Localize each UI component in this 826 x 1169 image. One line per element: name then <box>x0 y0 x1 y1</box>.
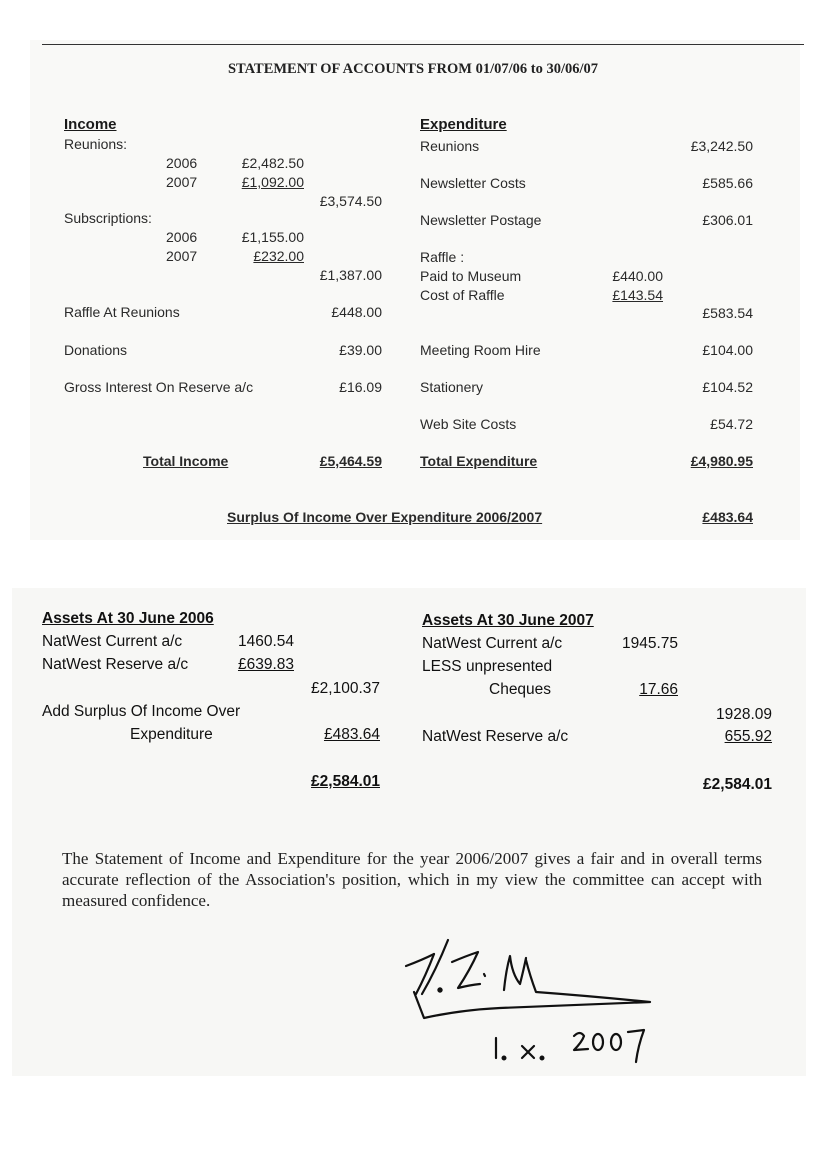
assets-2006-subtotal: £2,100.37 <box>311 680 380 697</box>
exp-room-hire-label: Meeting Room Hire <box>420 342 541 358</box>
income-donations-label: Donations <box>64 342 128 358</box>
income-donations-amount: £39.00 <box>339 342 382 358</box>
income-reunions-year: 2006 <box>166 155 198 171</box>
exp-newsletter-postage-amount: £306.01 <box>702 212 753 228</box>
exp-reunions-label: Reunions <box>420 138 480 154</box>
exp-raffle-label: Raffle : <box>420 249 465 265</box>
income-reunions-year: 2007 <box>166 174 198 190</box>
income-subs-amount: £232.00 <box>253 248 304 264</box>
assets-2007-less-amount: 17.66 <box>639 681 678 698</box>
income-interest-label: Gross Interest On Reserve a/c <box>64 379 254 395</box>
exp-raffle-total: £583.54 <box>702 305 753 321</box>
assets-2007-heading: Assets At 30 June 2007 <box>422 612 594 629</box>
income-reunions-total: £3,574.50 <box>319 193 382 209</box>
assets-2007-less-label: LESS unpresented <box>422 658 553 675</box>
exp-web-amount: £54.72 <box>710 416 753 432</box>
income-raffle-amount: £448.00 <box>331 304 382 320</box>
income-reunions-label: Reunions: <box>64 136 128 152</box>
income-interest-amount: £16.09 <box>339 379 382 395</box>
assets-2007-current-amount: 1945.75 <box>621 635 678 652</box>
total-expenditure-label: Total Expenditure <box>420 453 538 469</box>
statement-title: STATEMENT OF ACCOUNTS FROM 01/07/06 to 30/06/07 <box>227 61 599 77</box>
exp-stationery-label: Stationery <box>420 379 484 395</box>
exp-museum-amount: £440.00 <box>612 268 663 284</box>
top-rule <box>42 44 804 45</box>
assets-2006-add-label: Add Surplus Of Income Over <box>42 703 241 720</box>
total-income-amount: £5,464.59 <box>319 453 382 469</box>
total-expenditure-amount: £4,980.95 <box>690 453 753 469</box>
assets-2006-current-amount: 1460.54 <box>237 633 294 650</box>
income-subs-year: 2006 <box>166 229 198 245</box>
surplus-label: Surplus Of Income Over Expenditure 2006/2007 <box>227 509 543 525</box>
income-raffle-label: Raffle At Reunions <box>64 304 180 320</box>
assets-2006-add-amount: £483.64 <box>323 726 380 743</box>
assets-2006-total: £2,584.01 <box>311 773 380 790</box>
income-reunions-amount: £2,482.50 <box>241 155 304 171</box>
signature-drawing <box>400 930 660 1070</box>
assets-2006-heading: Assets At 30 June 2006 <box>42 610 214 627</box>
income-subs-year: 2007 <box>166 248 198 264</box>
assets-2006-add-label-2: Expenditure <box>130 726 213 743</box>
statement-paragraph: The Statement of Income and Expenditure for the year 2006/2007 gives a fair and in overall terms accurate reflection of the Association's position, which in my view the committee can accept with measured confidence. <box>62 849 762 910</box>
total-income-label: Total Income <box>143 453 229 469</box>
income-subs-amount: £1,155.00 <box>241 229 304 245</box>
income-subs-total: £1,387.00 <box>319 267 382 283</box>
assets-2006-reserve-amount: £639.83 <box>237 656 294 673</box>
exp-newsletter-postage-label: Newsletter Postage <box>420 212 542 228</box>
assets-2007-reserve-label: NatWest Reserve a/c <box>422 728 569 745</box>
exp-museum-label: Paid to Museum <box>420 268 522 284</box>
assets-2007-total: £2,584.01 <box>703 776 772 793</box>
assets-2007-current-label: NatWest Current a/c <box>422 635 563 652</box>
assets-2007-net-current: 1928.09 <box>715 706 772 723</box>
assets-2006-current-label: NatWest Current a/c <box>42 633 183 650</box>
exp-newsletter-costs-label: Newsletter Costs <box>420 175 526 191</box>
assets-2007-less-label-2: Cheques <box>489 681 552 698</box>
expenditure-heading: Expenditure <box>420 116 507 133</box>
income-reunions-amount: £1,092.00 <box>241 174 304 190</box>
exp-stationery-amount: £104.52 <box>702 379 753 395</box>
exp-cost-raffle-amount: £143.54 <box>612 287 663 303</box>
exp-newsletter-costs-amount: £585.66 <box>702 175 753 191</box>
income-heading: Income <box>64 116 117 133</box>
assets-2006-reserve-label: NatWest Reserve a/c <box>42 656 189 673</box>
exp-web-label: Web Site Costs <box>420 416 517 432</box>
assets-2007-reserve-amount: 655.92 <box>724 728 772 745</box>
exp-reunions-amount: £3,242.50 <box>690 138 753 154</box>
income-subscriptions-label: Subscriptions: <box>64 210 152 226</box>
exp-room-hire-amount: £104.00 <box>702 342 753 358</box>
exp-cost-raffle-label: Cost of Raffle <box>420 287 505 303</box>
surplus-amount: £483.64 <box>702 509 753 525</box>
